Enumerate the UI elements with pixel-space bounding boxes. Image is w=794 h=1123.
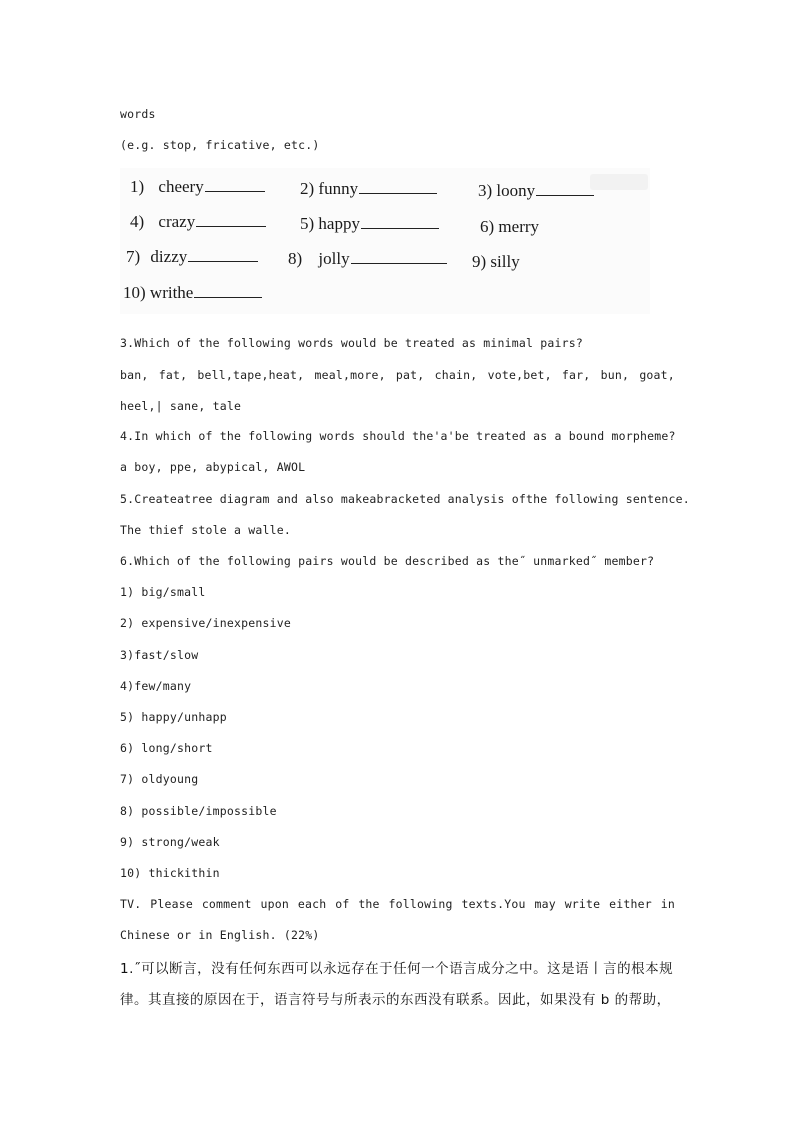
answer-blank: [194, 296, 262, 298]
q6-item: 9) strong/weak: [120, 835, 220, 849]
word-item-6: [480, 217, 539, 237]
q4-question: 4.In which of the following words should the'a'be treated as a bound morpheme?: [120, 429, 676, 443]
word-text: merry: [498, 217, 540, 236]
instruction-word: write: [564, 897, 601, 911]
word-number: 8): [288, 249, 303, 268]
q4-answer: a boy, ppe, abypical, AWOL: [120, 460, 306, 474]
q3-word: chain,: [434, 368, 478, 382]
word-text: silly: [490, 252, 520, 271]
q3-word-list-continued: heel,| sane, tale: [120, 399, 242, 413]
word-grid-image: [120, 168, 650, 314]
word-item-4: [130, 212, 266, 232]
word-text: loony: [496, 181, 536, 200]
header-line-1: words: [120, 107, 156, 121]
q6-question: 6.Which of the following pairs would be described as the˝ unmarked˝ member?: [120, 554, 655, 568]
word-text: happy: [318, 214, 360, 233]
instruction-word: of: [335, 897, 350, 911]
word-item-3: [478, 181, 594, 201]
word-number: 3): [478, 181, 493, 200]
word-item-8: [288, 249, 447, 269]
answer-blank: [196, 225, 266, 227]
word-text: writhe: [149, 283, 194, 302]
word-number: 2): [300, 179, 315, 198]
word-item-5: [300, 214, 439, 234]
instruction-word: may: [534, 897, 556, 911]
word-number: 9): [472, 252, 487, 271]
q6-item: 8) possible/impossible: [120, 804, 277, 818]
word-number: 7): [126, 247, 141, 266]
chinese-text-line-2: 律。其直接的原因在于，语言符号与所表示的东西没有联系。因此，如果没有 b 的帮助，: [120, 992, 671, 1008]
word-text: dizzy: [150, 247, 188, 266]
word-item-9: [472, 252, 520, 272]
word-number: 4): [130, 212, 145, 231]
word-number: 10): [123, 283, 146, 302]
q6-item: 7) oldyoung: [120, 772, 199, 786]
chinese-text-line-1: 1.˝可以断言，没有任何东西可以永远存在于任何一个语言成分之中。这是语丨言的根本规: [120, 961, 674, 977]
word-text: jolly: [318, 249, 350, 268]
instruction-word: the: [358, 897, 380, 911]
q3-word: goat,: [639, 368, 675, 382]
word-number: 1): [130, 177, 145, 196]
answer-blank: [205, 190, 265, 192]
answer-blank: [188, 260, 258, 262]
q6-item: 10) thickithin: [120, 866, 220, 880]
word-item-2: [300, 179, 437, 199]
word-text: cheery: [158, 177, 204, 196]
instruction-word: texts.You: [461, 897, 526, 911]
word-number: 6): [480, 217, 495, 236]
word-item-10: [123, 283, 262, 303]
section-iv-instruction-continued: Chinese or in English. (22%): [120, 928, 320, 942]
q5-sentence: The thief stole a walle.: [120, 523, 291, 537]
instruction-word: each: [297, 897, 327, 911]
q3-word: far,: [561, 368, 591, 382]
word-item-7: [126, 247, 258, 267]
q3-word: bun,: [600, 368, 630, 382]
q6-item: 5) happy/unhapp: [120, 710, 227, 724]
instruction-word: in: [660, 897, 675, 911]
answer-blank: [359, 192, 437, 194]
q3-word: meal,more,: [314, 368, 386, 382]
answer-blank: [536, 194, 594, 196]
word-number: 5): [300, 214, 315, 233]
q6-item: 4)few/many: [120, 679, 192, 693]
answer-blank: [361, 227, 439, 229]
instruction-word: Please: [150, 897, 193, 911]
instruction-word: following: [388, 897, 453, 911]
q6-item: 6) long/short: [120, 741, 213, 755]
q3-word: fat,: [158, 368, 188, 382]
q6-item: 1) big/small: [120, 585, 206, 599]
q6-item: 3)fast/slow: [120, 648, 199, 662]
word-item-1: [130, 177, 265, 197]
q3-word: vote,bet,: [487, 368, 552, 382]
scan-smudge: [590, 174, 648, 190]
header-line-2: (e.g. stop, fricative, etc.): [120, 138, 320, 152]
word-text: crazy: [158, 212, 196, 231]
q6-item: 2) expensive/inexpensive: [120, 616, 291, 630]
instruction-word: upon: [260, 897, 290, 911]
q3-word-list: [120, 368, 675, 382]
instruction-word: either: [609, 897, 652, 911]
word-text: funny: [318, 179, 359, 198]
instruction-word: TV.: [120, 897, 142, 911]
answer-blank: [351, 262, 447, 264]
q3-word: pat,: [395, 368, 425, 382]
q5-question: 5.Createatree diagram and also makeabracketed analysis ofthe following sentence.: [120, 492, 690, 506]
q3-question: 3.Which of the following words would be treated as minimal pairs?: [120, 336, 584, 350]
instruction-word: comment: [201, 897, 252, 911]
q3-word: ban,: [120, 368, 149, 382]
section-iv-instruction: [120, 897, 675, 911]
q3-word: bell,tape,heat,: [197, 368, 305, 382]
